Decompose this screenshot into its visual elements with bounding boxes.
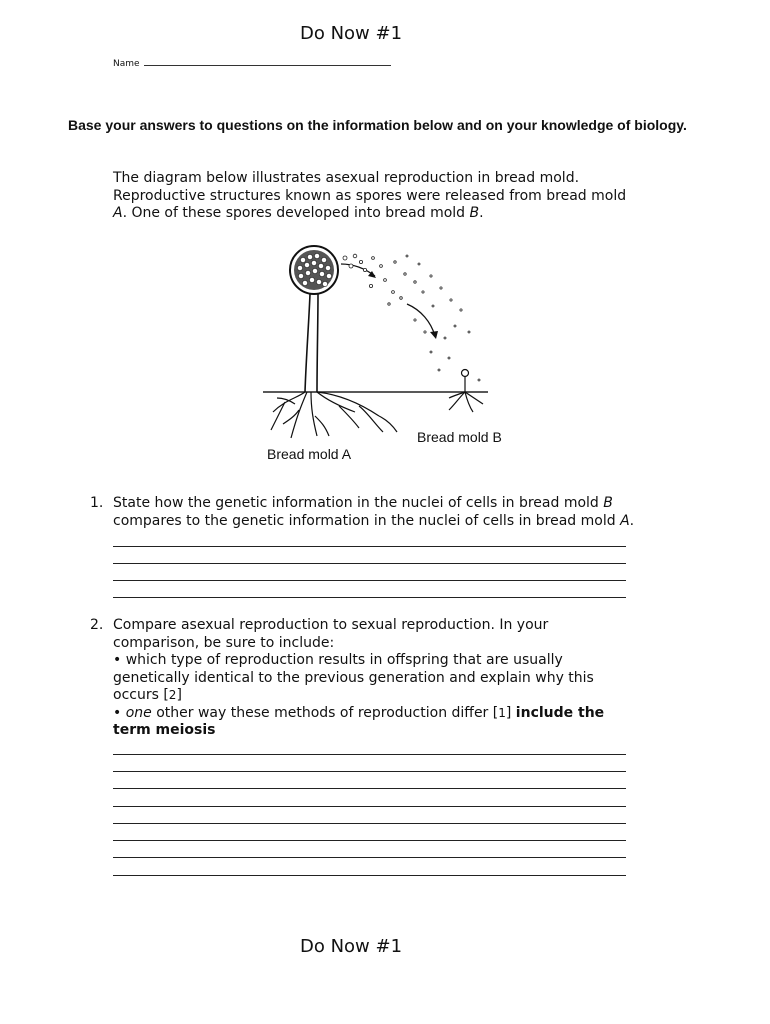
- answer-line[interactable]: [113, 754, 626, 755]
- arrow-2: [407, 304, 435, 336]
- answer-line[interactable]: [113, 597, 626, 598]
- answer-line[interactable]: [113, 546, 626, 547]
- answer-line[interactable]: [113, 806, 626, 807]
- answer-line[interactable]: [113, 840, 626, 841]
- answer-line[interactable]: [113, 771, 626, 772]
- intro-line-3: A. One of these spores developed into bread mold B.: [113, 205, 484, 221]
- answer-line[interactable]: [113, 788, 626, 789]
- name-label: Name: [113, 59, 140, 69]
- footer-title: Do Now #1: [299, 936, 403, 957]
- answer-line[interactable]: [113, 580, 626, 581]
- answer-line[interactable]: [113, 823, 626, 824]
- name-blank[interactable]: [144, 56, 391, 66]
- instructions: Base your answers to questions on the information below and on your knowledge of biology.: [68, 117, 687, 133]
- label-bread-mold-b: Bread mold B: [417, 429, 502, 445]
- bread-mold-diagram: [255, 240, 515, 470]
- question-number: 1.: [90, 495, 104, 511]
- page-title: Do Now #1: [299, 23, 403, 44]
- stalk-a: [305, 294, 318, 392]
- intro-paragraph: [113, 170, 673, 223]
- question-number: 2.: [90, 617, 104, 633]
- answer-line[interactable]: [113, 857, 626, 858]
- intro-line-1: The diagram below illustrates asexual reproduction in bread mold.: [113, 170, 580, 186]
- answer-line[interactable]: [113, 563, 626, 564]
- roots-a: [271, 392, 397, 438]
- spores: [343, 254, 480, 381]
- intro-line-2: Reproductive structures known as spores were released from bread mold: [113, 187, 627, 204]
- bread-mold-b: [449, 370, 483, 413]
- name-field[interactable]: [113, 56, 391, 69]
- question-text: Compare asexual reproduction to sexual reproduction. In your comparison, be sure to include: • which type of reproduction results in offspring that are usually genetically identical to the previous generation and explain why this occurs [2] • one other way these methods of reproduction differ [1] include the term meiosis: [113, 617, 605, 738]
- sporangium-a: [290, 246, 338, 294]
- question-text: State how the genetic information in the nuclei of cells in bread mold B compares to the genetic information in the nuclei of cells in bread mold A.: [113, 495, 635, 529]
- label-bread-mold-a: Bread mold A: [267, 446, 352, 462]
- answer-line[interactable]: [113, 875, 626, 876]
